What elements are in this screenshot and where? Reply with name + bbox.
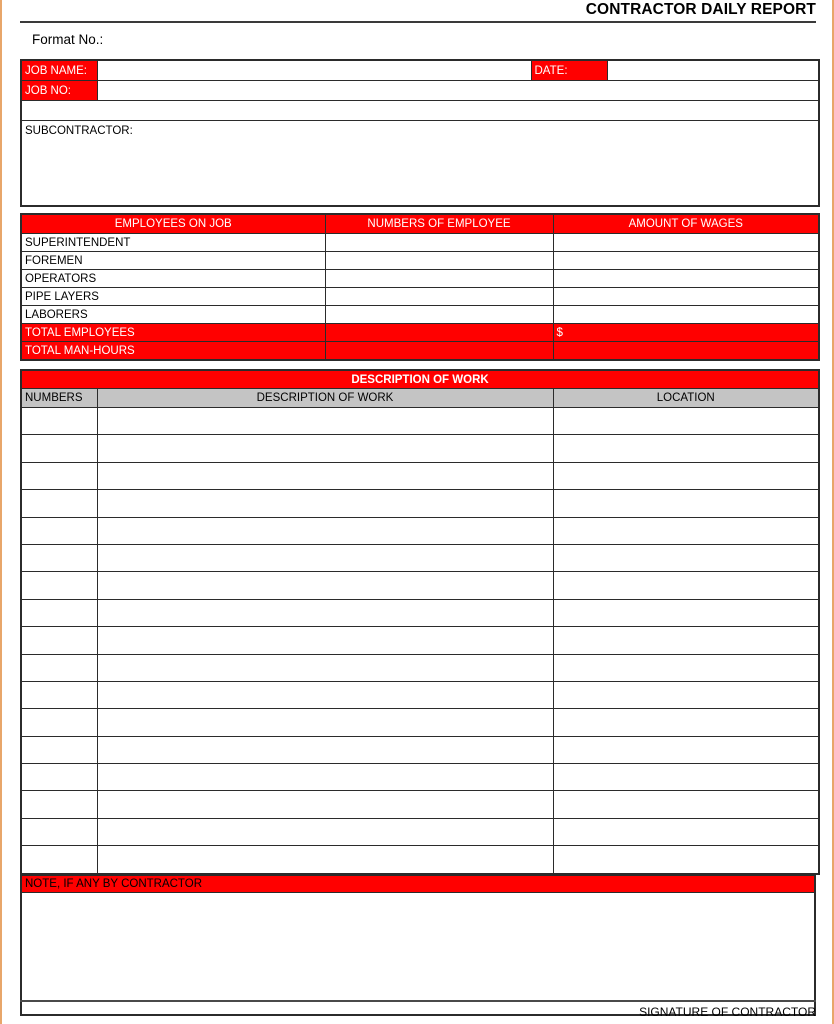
dow-location-cell[interactable] [553,681,819,708]
note-body-row [21,892,815,1015]
employees-header-row [21,214,819,234]
total-employees-wages[interactable]: $ [553,324,819,342]
dow-description-cell[interactable] [97,462,553,489]
document-title-row [20,0,816,19]
dow-number-cell[interactable] [21,517,97,544]
table-row [21,544,819,571]
dow-location-cell[interactable] [553,490,819,517]
dow-description-cell[interactable] [97,572,553,599]
table-row [21,252,819,270]
format-no-line [20,23,816,53]
employee-number-superintendent[interactable] [325,234,553,252]
blank-input[interactable] [21,101,819,121]
total-employees-label: TOTAL EMPLOYEES [21,324,325,342]
table-row [21,572,819,599]
dow-description-cell[interactable] [97,818,553,845]
table-row [21,517,819,544]
dow-number-cell[interactable] [21,791,97,818]
dow-description-cell[interactable] [97,627,553,654]
job-name-input[interactable] [97,60,531,81]
employee-number-operators[interactable] [325,270,553,288]
employee-wages-laborers[interactable] [553,306,819,324]
total-man-hours-label: TOTAL MAN-HOURS [21,342,325,361]
description-of-work-table [20,369,820,875]
dow-description-cell[interactable] [97,846,553,874]
employee-wages-pipe-layers[interactable] [553,288,819,306]
dow-number-cell[interactable] [21,599,97,626]
dow-number-cell[interactable] [21,654,97,681]
job-info-table [20,59,820,207]
employee-role-foremen: FOREMEN [21,252,325,270]
employee-role-laborers: LABORERS [21,306,325,324]
dow-number-cell[interactable] [21,490,97,517]
job-name-row [21,60,819,81]
dow-description-cell[interactable] [97,764,553,791]
dow-banner-row [21,370,819,389]
employee-number-pipe-layers[interactable] [325,288,553,306]
table-row [21,599,819,626]
dow-location-cell[interactable] [553,462,819,489]
employee-role-superintendent: SUPERINTENDENT [21,234,325,252]
table-row [21,462,819,489]
dow-location-cell[interactable] [553,818,819,845]
dow-description-cell[interactable] [97,544,553,571]
dow-location-cell[interactable] [553,654,819,681]
subcontractor-row [21,121,819,207]
format-no-label: Format No.: [32,32,104,47]
note-banner-row [21,875,815,892]
dow-description-cell[interactable] [97,599,553,626]
dow-subheader-row [21,389,819,408]
subcontractor-cell[interactable] [21,121,819,207]
table-row [21,654,819,681]
employees-header-wages: AMOUNT OF WAGES [553,214,819,234]
dow-location-cell[interactable] [553,517,819,544]
job-no-input[interactable] [97,81,819,101]
job-no-label: JOB NO: [21,81,97,101]
dow-location-cell[interactable] [553,572,819,599]
table-row [21,709,819,736]
dow-description-cell[interactable] [97,654,553,681]
total-employees-number[interactable] [325,324,553,342]
dow-number-cell[interactable] [21,435,97,462]
dow-number-cell[interactable] [21,627,97,654]
dow-number-cell[interactable] [21,681,97,708]
employee-number-foremen[interactable] [325,252,553,270]
dow-location-cell[interactable] [553,709,819,736]
employee-role-pipe-layers: PIPE LAYERS [21,288,325,306]
total-man-hours-number[interactable] [325,342,553,361]
job-no-row [21,81,819,101]
dow-number-cell[interactable] [21,764,97,791]
dow-description-cell[interactable] [97,435,553,462]
signature-caption: SIGNATURE OF CONTRACTOR [639,1005,816,1019]
table-row [21,627,819,654]
dow-number-cell[interactable] [21,709,97,736]
dow-description-cell[interactable] [97,681,553,708]
dow-description-cell[interactable] [97,736,553,763]
employees-header-number: NUMBERS OF EMPLOYEE [325,214,553,234]
table-row [21,764,819,791]
note-table [20,875,816,1016]
table-row [21,818,819,845]
dow-description-cell[interactable] [97,709,553,736]
table-row [21,306,819,324]
subcontractor-label: SUBCONTRACTOR: [25,125,133,137]
total-man-hours-row [21,342,819,361]
dow-location-cell[interactable] [553,846,819,874]
dow-location-cell[interactable] [553,544,819,571]
table-row [21,270,819,288]
job-name-label: JOB NAME: [21,60,97,81]
table-row [21,288,819,306]
dow-location-cell[interactable] [553,435,819,462]
dow-number-cell[interactable] [21,818,97,845]
employees-table [20,213,820,361]
dow-number-cell[interactable] [21,572,97,599]
table-row [21,408,819,435]
dow-number-cell[interactable] [21,736,97,763]
dow-number-cell[interactable] [21,544,97,571]
dow-number-cell[interactable] [21,846,97,874]
table-row [21,681,819,708]
page-content [2,0,832,1024]
dow-location-cell[interactable] [553,791,819,818]
table-row [21,791,819,818]
total-employees-row [21,324,819,342]
dow-description-cell[interactable] [97,490,553,517]
employee-wages-operators[interactable] [553,270,819,288]
dow-header-description: DESCRIPTION OF WORK [97,389,553,408]
total-man-hours-wages[interactable] [553,342,819,361]
dow-location-cell[interactable] [553,599,819,626]
dow-number-cell[interactable] [21,462,97,489]
note-banner-label: NOTE, IF ANY BY CONTRACTOR [21,875,815,892]
table-row [21,435,819,462]
page-title: CONTRACTOR DAILY REPORT [585,1,816,18]
employee-wages-foremen[interactable] [553,252,819,270]
note-input[interactable] [21,892,815,1015]
dow-location-cell[interactable] [553,408,819,435]
employee-role-operators: OPERATORS [21,270,325,288]
dow-number-cell[interactable] [21,408,97,435]
dow-description-cell[interactable] [97,517,553,544]
table-row [21,234,819,252]
dow-location-cell[interactable] [553,627,819,654]
dow-banner-title: DESCRIPTION OF WORK [21,370,819,389]
employees-header-role: EMPLOYEES ON JOB [21,214,325,234]
dow-description-cell[interactable] [97,408,553,435]
employee-wages-superintendent[interactable] [553,234,819,252]
dow-location-cell[interactable] [553,764,819,791]
dow-location-cell[interactable] [553,736,819,763]
dow-description-cell[interactable] [97,791,553,818]
dow-header-numbers: NUMBERS [21,389,97,408]
blank-row [21,101,819,121]
table-row [21,490,819,517]
date-input[interactable] [607,60,819,81]
signature-block [20,1000,816,1021]
employee-number-laborers[interactable] [325,306,553,324]
date-label: DATE: [531,60,607,81]
table-row [21,736,819,763]
dow-header-location: LOCATION [553,389,819,408]
table-row [21,846,819,874]
